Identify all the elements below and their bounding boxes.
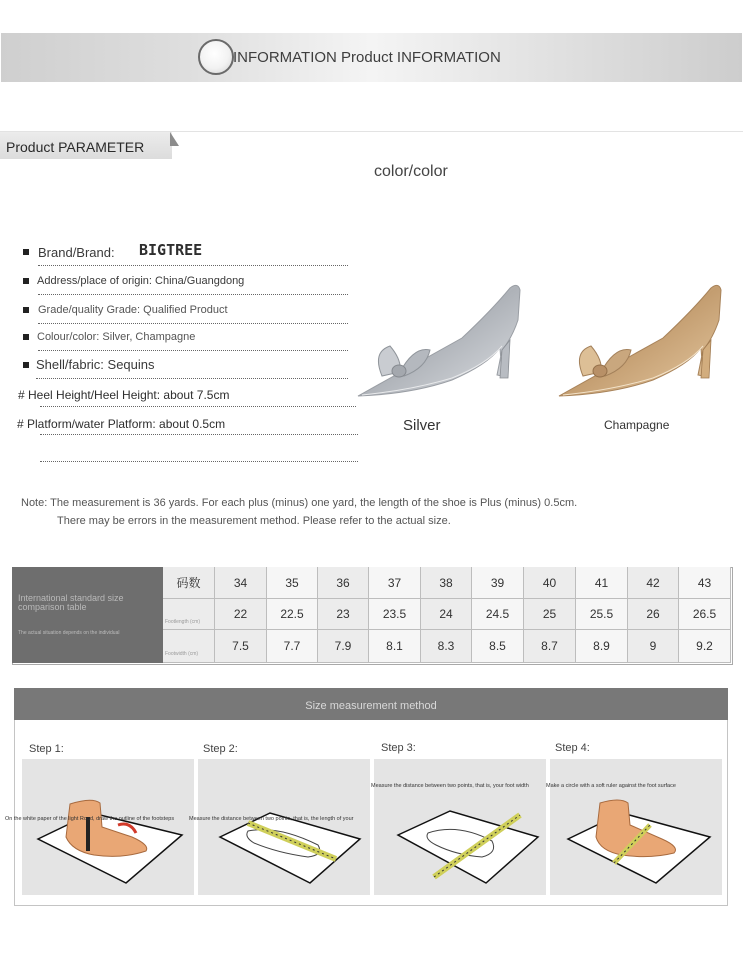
step-4-caption: Make a circle with a soft ruler against the foot surface: [546, 783, 676, 789]
tab-corner-icon: [170, 132, 179, 146]
parameter-tab-label: Product PARAMETER: [6, 139, 145, 155]
color-heading: color/color: [374, 163, 448, 180]
size-value-cell: 22: [215, 599, 267, 630]
dotted-divider: [40, 406, 356, 407]
bullet-icon: [23, 307, 29, 313]
step-2-label: Step 2:: [203, 743, 238, 755]
size-value-cell: 23.5: [369, 599, 421, 630]
dotted-divider: [38, 350, 348, 351]
size-value-cell: 23: [318, 599, 369, 630]
size-value-cell: 24: [421, 599, 472, 630]
step-1-panel: [22, 759, 194, 895]
size-value-cell: 9.2: [679, 630, 731, 663]
step-3-caption: Measure the distance between two points, that is, your foot width: [371, 783, 529, 789]
size-header-cell: 38: [421, 567, 472, 599]
size-value-cell: 8.5: [472, 630, 524, 663]
step-2-illustration: [198, 759, 370, 895]
size-row-label: Footlength (cm): [165, 619, 201, 625]
bullet-icon: [23, 278, 29, 284]
step-1-illustration: [22, 759, 194, 895]
banner-title: INFORMATION Product INFORMATION: [233, 49, 501, 66]
spec-brand-value: BIGTREE: [139, 241, 203, 259]
size-header-cell: 43: [679, 567, 731, 599]
step-3-label: Step 3:: [381, 742, 416, 754]
size-value-cell: 8.7: [524, 630, 576, 663]
banner-circle-icon: [198, 39, 234, 75]
size-value-cell: 8.1: [369, 630, 421, 663]
step-1-caption: On the white paper of the light Road, draw the outline of the footsteps: [5, 816, 175, 822]
step-2-panel: [198, 759, 370, 895]
step-4-illustration: [550, 759, 722, 895]
size-value-cell: 9: [628, 630, 679, 663]
dotted-divider: [38, 265, 348, 266]
spec-origin: Address/place of origin: China/Guangdong: [37, 275, 245, 287]
size-value-cell: 25: [524, 599, 576, 630]
dotted-divider: [38, 323, 348, 324]
size-value-cell: 26.5: [679, 599, 731, 630]
bullet-icon: [23, 334, 29, 340]
note-line-2: There may be errors in the measurement method. Please refer to the actual size.: [57, 515, 451, 527]
size-header-cell: 35: [267, 567, 318, 599]
silver-shoe-image: [352, 280, 528, 404]
step-3-illustration: [374, 759, 546, 895]
champagne-shoe-image: [553, 280, 729, 404]
size-value-cell: 8.9: [576, 630, 628, 663]
spec-grade: Grade/quality Grade: Qualified Product: [38, 304, 228, 316]
step-1-label: Step 1:: [29, 743, 64, 755]
spec-platform: # Platform/water Platform: about 0.5cm: [17, 417, 226, 431]
measurement-title: Size measurement method: [305, 700, 437, 712]
size-header-label: 码数: [163, 567, 215, 599]
step-2-caption: Measure the distance between two points, that is, the length of your: [189, 816, 354, 822]
dotted-divider: [40, 434, 358, 435]
size-value-cell: 25.5: [576, 599, 628, 630]
step-4-label: Step 4:: [555, 742, 590, 754]
bullet-icon: [23, 249, 29, 255]
size-row-label-cell: [163, 630, 215, 663]
color-label-silver: Silver: [403, 417, 441, 434]
size-value-cell: 7.5: [215, 630, 267, 663]
size-value-cell: 22.5: [267, 599, 318, 630]
size-header-cell: 37: [369, 567, 421, 599]
spec-brand-label: Brand/Brand:: [38, 245, 115, 260]
size-table-title: International standard size comparison table: [18, 593, 124, 612]
size-header-cell: 41: [576, 567, 628, 599]
dotted-divider: [38, 294, 348, 295]
dotted-divider: [36, 378, 348, 379]
size-table-note: The actual situation depends on the individual: [18, 630, 120, 636]
spec-colour: Colour/color: Silver, Champagne: [37, 331, 196, 343]
size-header-cell: 36: [318, 567, 369, 599]
size-value-cell: 26: [628, 599, 679, 630]
step-3-panel: [374, 759, 546, 895]
size-value-cell: 7.7: [267, 630, 318, 663]
bullet-icon: [23, 362, 29, 368]
size-header-cell: 34: [215, 567, 267, 599]
note-line-1: Note: The measurement is 36 yards. For each plus (minus) one yard, the length of the shoe is Plus (minus) 0.5cm.: [21, 497, 578, 509]
size-row-label-cell: [163, 599, 215, 630]
size-value-cell: 24.5: [472, 599, 524, 630]
size-value-cell: 8.3: [421, 630, 472, 663]
dotted-divider: [40, 461, 358, 462]
step-4-panel: [550, 759, 722, 895]
spec-heel-height: # Heel Height/Heel Height: about 7.5cm: [18, 388, 230, 402]
size-header-cell: 39: [472, 567, 524, 599]
size-header-cell: 42: [628, 567, 679, 599]
color-label-champagne: Champagne: [604, 418, 670, 432]
size-row-label: Footwidth (cm): [165, 651, 199, 657]
size-table-side: [12, 567, 163, 663]
size-header-cell: 40: [524, 567, 576, 599]
spec-fabric: Shell/fabric: Sequins: [36, 357, 155, 372]
size-value-cell: 7.9: [318, 630, 369, 663]
